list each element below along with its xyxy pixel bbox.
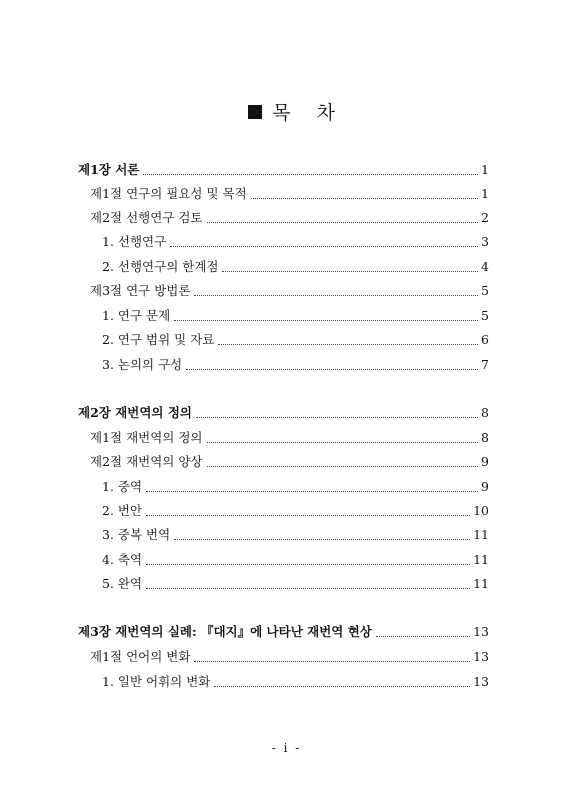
toc-entry-page-number: 8 — [481, 430, 489, 445]
toc-entry-label: 2. 선행연구의 한계점 — [102, 259, 219, 274]
toc-entry-page-number: 9 — [481, 479, 489, 494]
toc-entry-page-number: 6 — [481, 332, 489, 347]
toc-entry-page-number: 9 — [481, 454, 489, 469]
toc-entry-item[interactable] — [102, 551, 489, 569]
toc-entry-item[interactable] — [102, 575, 489, 593]
toc-entry-item[interactable] — [102, 331, 489, 349]
toc-entry-label: 제1절 언어의 변화 — [90, 649, 191, 664]
toc-entry-page-number: 8 — [481, 405, 489, 420]
dot-leader — [196, 417, 478, 418]
toc-entry-label: 2. 번안 — [102, 503, 143, 518]
toc-entry-page-number: 10 — [473, 503, 489, 518]
toc-entry-chapter[interactable] — [78, 404, 489, 422]
toc-entry-label: 1. 일반 어휘의 변화 — [102, 674, 211, 689]
toc-entry-chapter[interactable] — [78, 623, 489, 641]
page-title — [0, 76, 573, 125]
square-bullet-icon — [248, 105, 262, 119]
toc-entry-section[interactable] — [90, 209, 489, 227]
toc-entry-label: 3. 중복 번역 — [102, 527, 171, 542]
toc-entry-page-number: 13 — [473, 624, 489, 639]
toc-entry-page-number: 3 — [481, 234, 489, 249]
toc-entry-label: 제1장 서론 — [78, 162, 140, 177]
toc-entry-label: 제3장 재번역의 실례: 『대지』에 나타난 재번역 현상 — [78, 624, 372, 639]
toc-entry-label: 제2절 선행연구 검토 — [90, 210, 203, 225]
toc-entry-page-number: 7 — [481, 357, 489, 372]
toc-entry-page-number: 5 — [481, 308, 489, 323]
toc-entry-item[interactable] — [102, 356, 489, 374]
dot-leader — [194, 295, 478, 296]
dot-leader — [214, 686, 470, 687]
page-number-footer: - i - — [271, 741, 302, 755]
toc-entry-page-number: 5 — [481, 283, 489, 298]
toc-entry-page-number: 11 — [473, 552, 489, 567]
dot-leader — [376, 636, 470, 637]
title-text: 목 차 — [272, 102, 337, 124]
toc-entry-section[interactable] — [90, 453, 489, 471]
toc-entry-chapter[interactable] — [78, 161, 489, 179]
toc-entry-label: 제1절 재번역의 정의 — [90, 430, 203, 445]
dot-leader — [207, 222, 479, 223]
toc-entry-page-number: 13 — [473, 649, 489, 664]
toc-entry-page-number: 13 — [473, 674, 489, 689]
toc-entry-page-number: 11 — [473, 527, 489, 542]
dot-leader — [143, 174, 478, 175]
toc-entry-label: 1. 연구 문제 — [102, 308, 171, 323]
toc-entry-section[interactable] — [90, 282, 489, 300]
toc-entry-label: 5. 완역 — [102, 576, 143, 591]
dot-leader — [186, 369, 478, 370]
toc-entry-item[interactable] — [102, 233, 489, 251]
toc-entry-page-number: 11 — [473, 576, 489, 591]
toc-entry-label: 3. 논의의 구성 — [102, 357, 183, 372]
toc-entry-label: 제2절 재번역의 양상 — [90, 454, 203, 469]
toc-entry-label: 4. 축역 — [102, 552, 143, 567]
dot-leader — [174, 320, 478, 321]
toc-entry-item[interactable] — [102, 307, 489, 325]
toc-entry-label: 제1절 연구의 필요성 및 목적 — [90, 186, 247, 201]
dot-leader — [194, 661, 470, 662]
toc-entry-section[interactable] — [90, 429, 489, 447]
toc-entry-item[interactable] — [102, 478, 489, 496]
toc-entry-label: 제2장 재번역의 정의 — [78, 405, 193, 420]
dot-leader — [222, 271, 478, 272]
toc-entry-item[interactable] — [102, 526, 489, 544]
toc-entry-item[interactable] — [102, 673, 489, 691]
dot-leader — [146, 588, 470, 589]
toc-entry-label: 1. 선행연구 — [102, 234, 167, 249]
toc-entry-page-number: 4 — [481, 259, 489, 274]
toc-entry-label: 1. 중역 — [102, 479, 143, 494]
toc-entry-item[interactable] — [102, 258, 489, 276]
toc-entry-page-number: 2 — [481, 210, 489, 225]
toc-entry-label: 2. 연구 범위 및 자료 — [102, 332, 215, 347]
dot-leader — [146, 515, 470, 516]
toc-entry-page-number: 1 — [481, 186, 489, 201]
toc-entry-section[interactable] — [90, 185, 489, 203]
dot-leader — [207, 466, 479, 467]
dot-leader — [251, 198, 478, 199]
dot-leader — [207, 442, 479, 443]
toc-entry-label: 제3절 연구 방법론 — [90, 283, 191, 298]
dot-leader — [218, 344, 478, 345]
dot-leader — [174, 539, 470, 540]
toc-entry-page-number: 1 — [481, 162, 489, 177]
dot-leader — [146, 491, 478, 492]
dot-leader — [146, 564, 470, 565]
toc-entry-item[interactable] — [102, 502, 489, 520]
toc-entry-section[interactable] — [90, 648, 489, 666]
dot-leader — [170, 246, 478, 247]
